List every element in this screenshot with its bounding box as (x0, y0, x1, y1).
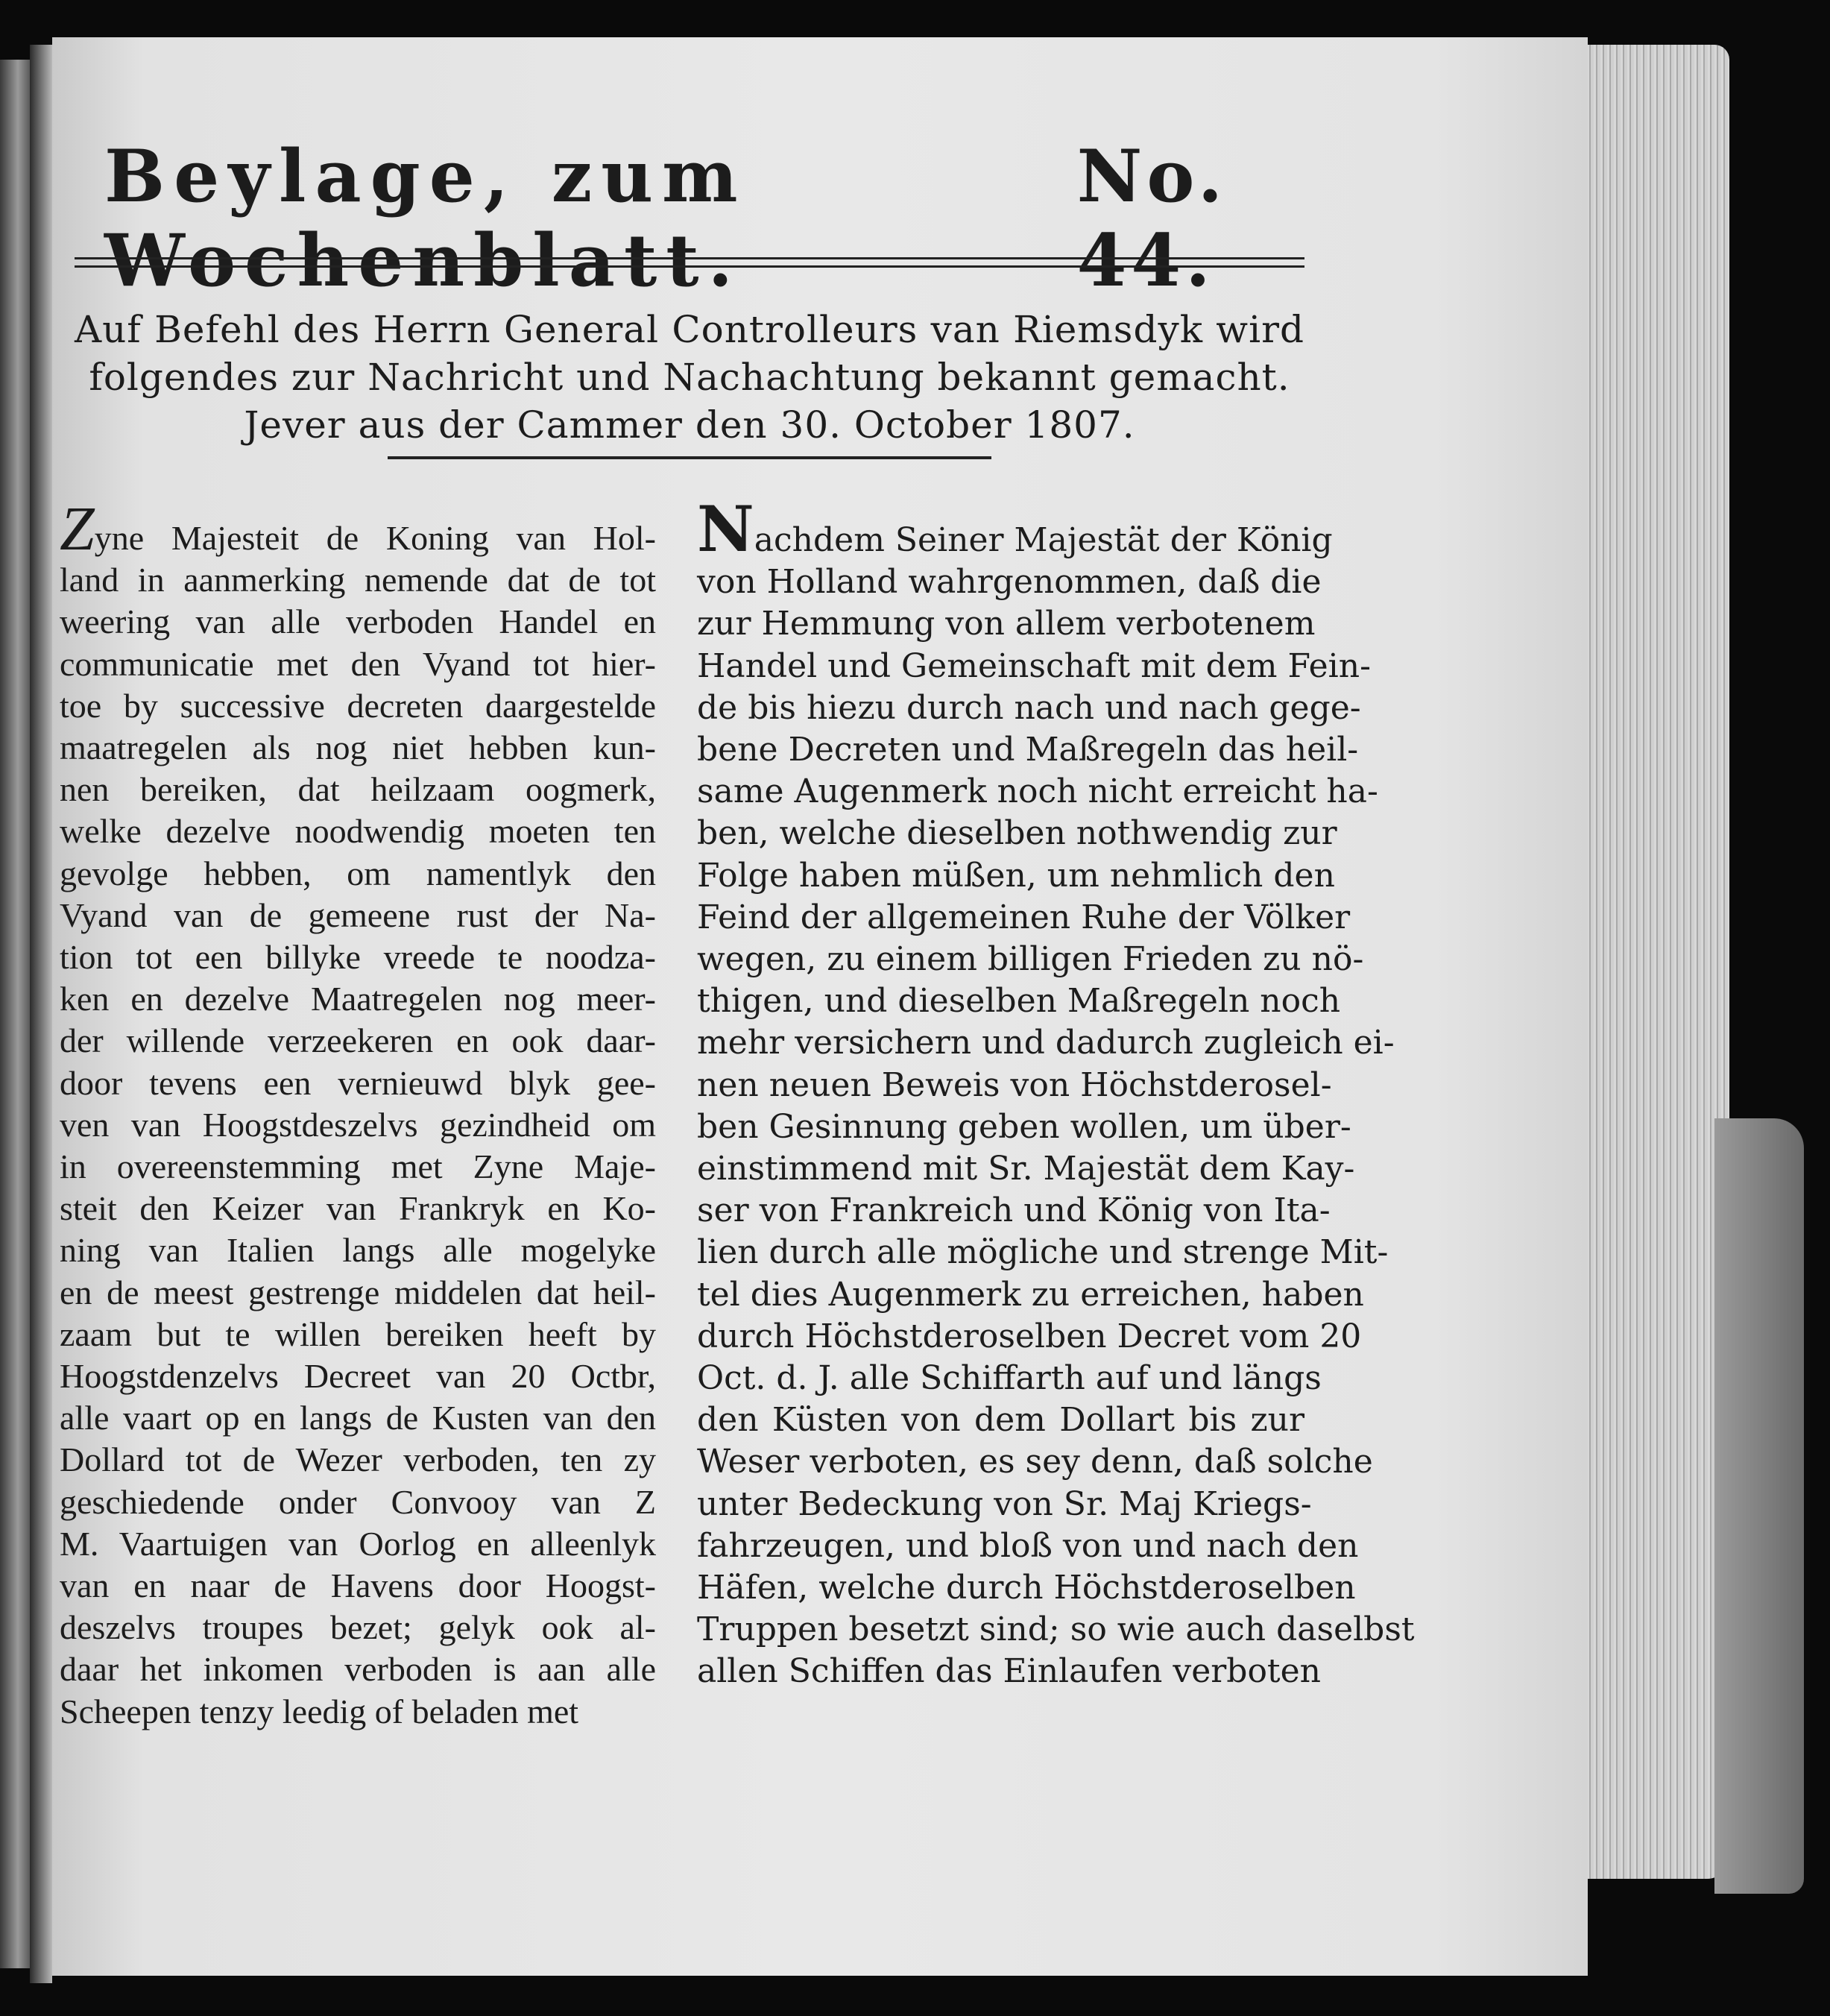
column-line: tel dies Augenmerk zu erreichen, haben (697, 1275, 1364, 1314)
column-line: Folge haben müßen, um nehmlich den (697, 856, 1335, 895)
column-line: geschiedende onder Convooy van Z (60, 1482, 656, 1521)
column-line: daar het inkomen verboden is aan alle (60, 1650, 656, 1689)
column-line: door tevens een vernieuwd blyk gee- (60, 1063, 656, 1102)
column-line: van en naar de Havens door Hoogst- (60, 1566, 656, 1605)
column-line: tion tot een billyke vreede te noodza- (60, 938, 656, 977)
masthead-title: Beylage, zum Wochenblatt. (104, 134, 747, 303)
dropcap: N (697, 492, 754, 566)
column-line (697, 492, 1333, 566)
page-stack-shadow (1714, 1118, 1804, 1894)
column-line: ning van Italien langs alle mogelyke (60, 1231, 656, 1270)
column-line: same Augenmerk noch nicht erreicht ha- (697, 772, 1378, 811)
column-line: in overeenstemming met Zyne Maje- (60, 1147, 656, 1186)
column-line: Dollard tot de Wezer verboden, ten zy (60, 1440, 656, 1479)
book-gutter (30, 45, 52, 1983)
column-line: lien durch alle mögliche und strenge Mit- (697, 1233, 1389, 1272)
column-line: M. Vaartuigen van Oorlog en alleenlyk (60, 1524, 656, 1563)
column-line: durch Höchstderoselben Decret vom 20 (697, 1317, 1362, 1355)
column-line: zur Hemmung von allem verbotenem (697, 605, 1316, 643)
column-line: ken en dezelve Maatregelen nog meer- (60, 980, 656, 1018)
intro-line: Auf Befehl des Herrn General Controlleurs van Riemsdyk wird (75, 308, 1304, 351)
column-line: communicatie met den Vyand tot hier- (60, 644, 656, 683)
column-line: den Küsten von dem Dollart bis zur (697, 1401, 1304, 1440)
column-line: ser von Frankreich und König von Ita- (697, 1191, 1331, 1230)
column-line: toe by successive decreten daargestelde (60, 686, 656, 725)
column-line: Oct. d. J. alle Schiffarth auf und längs (697, 1359, 1322, 1398)
column-line: bene Decreten und Maßregeln das heil- (697, 731, 1359, 769)
column-line: maatregelen als nog niet hebben kun- (60, 728, 656, 767)
column-line: ven van Hoogstdeszelvs gezindheid om (60, 1105, 656, 1144)
column-line: welke dezelve noodwendig moeten ten (60, 812, 656, 851)
column-line: Vyand van de gemeene rust der Na- (60, 895, 656, 934)
dutch-column (60, 494, 656, 1733)
column-line: ben, welche dieselben nothwendig zur (697, 814, 1337, 853)
column-line: ben Gesinnung geben wollen, um über- (697, 1107, 1351, 1146)
column-line: mehr versichern und dadurch zugleich ei- (697, 1024, 1395, 1062)
column-line: Feind der allgemeinen Ruhe der Völker (697, 898, 1351, 936)
column-line: wegen, zu einem billigen Frieden zu nö- (697, 940, 1364, 979)
column-line: steit den Keizer van Frankryk en Ko- (60, 1189, 656, 1228)
column-line: Truppen besetzt sind; so wie auch daselbst (697, 1610, 1415, 1649)
column-line: Scheepen tenzy leedig of beladen met (60, 1692, 579, 1730)
intro-rule (388, 456, 991, 459)
masthead (104, 134, 1312, 303)
intro-line: Jever aus der Cammer den 30. October 1807. (244, 403, 1135, 447)
column-line: land in aanmerking nemende dat de tot (60, 561, 656, 599)
column-line: der willende verzeekeren en ook daar- (60, 1021, 656, 1060)
column-line (60, 494, 656, 564)
first-line-text: yne Majesteit de Koning van Hol- (94, 519, 656, 557)
notice-intro (75, 306, 1304, 449)
column-line: Hoogstdenzelvs Decreet van 20 Octbr, (60, 1357, 656, 1396)
page-stack-edge (1580, 45, 1729, 1879)
column-line: thigen, und dieselben Maßregeln noch (697, 982, 1341, 1021)
column-line: de bis hiezu durch nach und nach gege- (697, 688, 1361, 727)
column-line: alle vaart op en langs de Kusten van den (60, 1399, 656, 1437)
dropcap: Z (60, 494, 95, 564)
intro-line: folgendes zur Nachricht und Nachachtung bekannt gemacht. (89, 356, 1290, 399)
german-column (697, 492, 1415, 1693)
column-line: gevolge hebben, om namentlyk den (60, 854, 656, 892)
column-line: Häfen, welche durch Höchstderoselben (697, 1569, 1356, 1607)
column-line: fahrzeugen, und bloß von und nach den (697, 1526, 1359, 1565)
column-line: weering van alle verboden Handel en (60, 602, 656, 641)
previous-page-edge (0, 60, 30, 1968)
column-line: nen neuen Beweis von Höchstderosel- (697, 1065, 1332, 1104)
column-line: nen bereiken, dat heilzaam oogmerk, (60, 770, 656, 809)
column-line: allen Schiffen das Einlaufen verboten (697, 1652, 1321, 1691)
column-line: unter Bedeckung von Sr. Maj Kriegs- (697, 1484, 1312, 1523)
column-line: von Holland wahrgenommen, daß die (697, 563, 1322, 602)
column-line: en de meest gestrenge middelen dat heil- (60, 1273, 656, 1311)
first-line-text: achdem Seiner Majestät der König (754, 521, 1333, 559)
issue-number: No. 44. (1076, 134, 1228, 303)
column-line: zaam but te willen bereiken heeft by (60, 1314, 656, 1353)
column-line: deszelvs troupes bezet; gelyk ook al- (60, 1608, 656, 1647)
column-line: Handel und Gemeinschaft mit dem Fein- (697, 646, 1371, 685)
column-line: Weser verboten, es sey denn, daß solche (697, 1443, 1373, 1481)
column-line: einstimmend mit Sr. Majestät dem Kay- (697, 1150, 1355, 1188)
masthead-rule (75, 257, 1304, 268)
